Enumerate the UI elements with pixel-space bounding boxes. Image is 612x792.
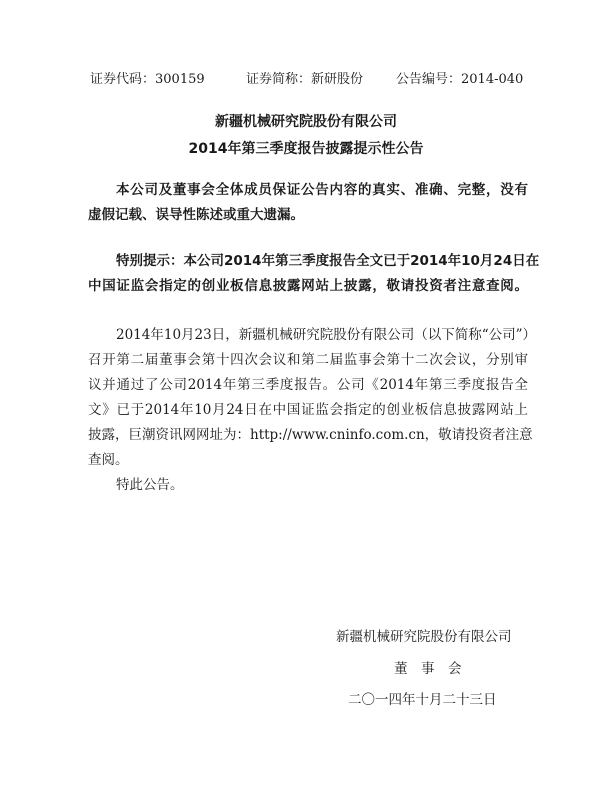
body-paragraph bbox=[88, 323, 537, 498]
signature-company: 新疆机械研究院股份有限公司 bbox=[336, 629, 512, 645]
body-line: 2014年10月23日，新疆机械研究院股份有限公司（以下简称“公司”） bbox=[116, 327, 537, 343]
board-statement bbox=[88, 178, 528, 228]
closing-line: 特此公告。 bbox=[116, 477, 184, 493]
body-line: 查阅。 bbox=[88, 452, 129, 468]
company-title: 新疆机械研究院股份有限公司 bbox=[215, 114, 397, 130]
signature-board: 董 事 会 bbox=[394, 661, 462, 677]
body-line: 文》已于2014年10月24日在中国证监会指定的创业板信息披露网站上 bbox=[88, 402, 528, 418]
special-notice-line: 中国证监会指定的创业板信息披露网站上披露，敬请投资者注意查阅。 bbox=[88, 278, 528, 294]
body-line: 披露，巨潮资讯网网址为：http://www.cninfo.com.cn，敬请投资者注意 bbox=[88, 427, 533, 443]
signature-date: 二〇一四年十月二十三日 bbox=[348, 692, 497, 708]
special-notice bbox=[88, 249, 540, 299]
special-notice-line: 特别提示：本公司2014年第三季度报告全文已于2014年10月24日在 bbox=[116, 253, 540, 269]
notice-number: 公告编号：2014-040 bbox=[396, 72, 524, 87]
statement-line: 本公司及董事会全体成员保证公告内容的真实、准确、完整，没有 bbox=[116, 182, 528, 198]
body-line: 召开第二届董事会第十四次会议和第二届监事会第十二次会议，分别审 bbox=[88, 352, 528, 368]
stock-code: 证券代码：300159 bbox=[90, 72, 205, 87]
statement-line: 虚假记载、误导性陈述或重大遗漏。 bbox=[88, 207, 304, 223]
body-line: 议并通过了公司2014年第三季度报告。公司《2014年第三季度报告全 bbox=[88, 377, 528, 393]
notice-title: 2014年第三季度报告披露提示性公告 bbox=[188, 141, 424, 157]
stock-abbreviation: 证券简称：新研股份 bbox=[246, 72, 364, 87]
